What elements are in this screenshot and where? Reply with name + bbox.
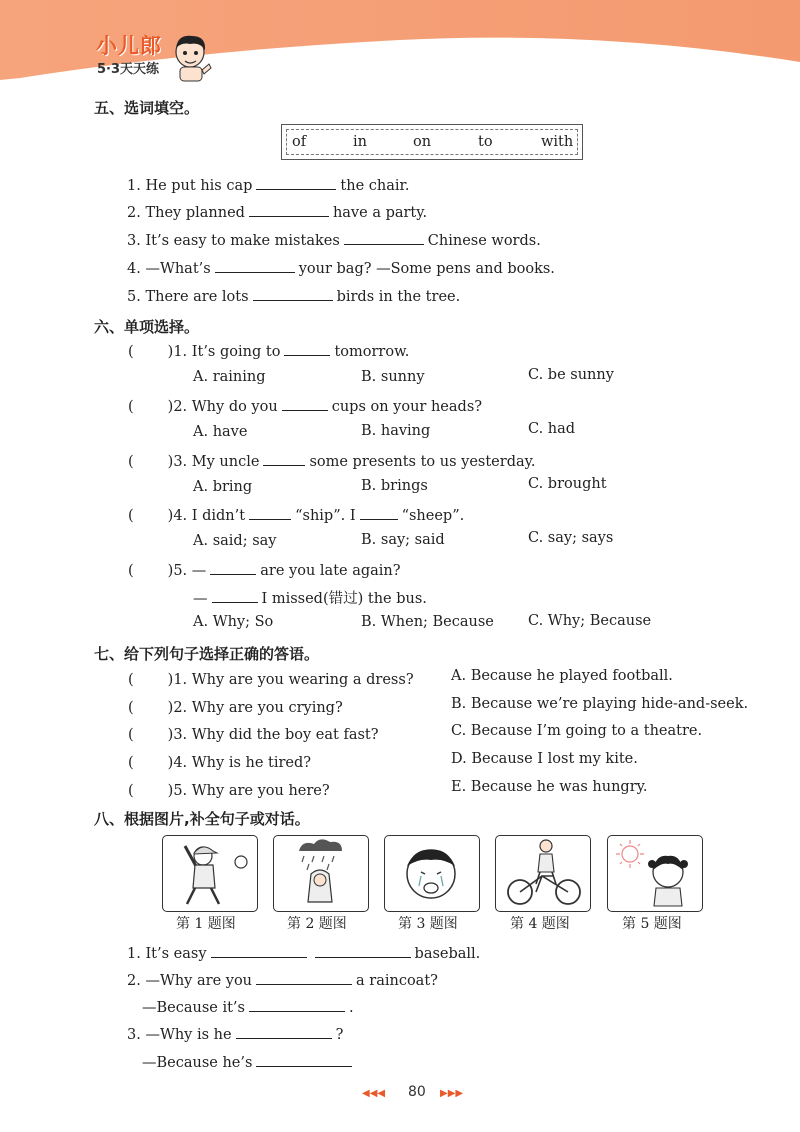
answer-paren-blank[interactable] [138,781,164,795]
s6-q2-option-a: A. have [193,424,248,440]
baseball-player-icon [163,836,256,910]
answer-blank[interactable] [210,561,256,575]
word-bank-item: with [541,134,574,150]
s6-q3-option-a: A. bring [193,479,253,495]
s5-item-5: 5. There are lots birds in the tree. [127,289,461,305]
answer-paren-blank[interactable] [138,753,164,767]
answer-blank[interactable] [344,231,424,245]
section-8-title: 八、根据图片,补全句子或对话。 [94,810,310,828]
section-6-title: 六、单项选择。 [94,318,200,336]
picture-2-caption: 第 2 题图 [287,916,347,932]
s6-q4-option-b: B. say; said [361,532,445,548]
s8-item-3: 3. —Why is he ? [127,1027,344,1043]
s6-q4-option-a: A. said; say [193,533,277,549]
s6-q5-option-b: B. When; Because [361,614,494,630]
s5-item-2: 2. They planned have a party. [127,205,428,221]
answer-blank[interactable] [253,287,333,301]
picture-5-sunny [607,835,703,912]
answer-paren-blank[interactable] [138,342,164,356]
answer-blank[interactable] [236,1025,332,1039]
answer-blank[interactable] [249,506,291,520]
s7-answer-c: C. Because I’m going to a theatre. [451,723,703,739]
s6-question-5-line2: — I missed(错过) the bus. [193,591,427,607]
answer-blank[interactable] [212,589,258,603]
answer-blank[interactable] [315,944,411,958]
section-5-title: 五、选词填空。 [94,99,200,117]
word-bank-item: in [353,134,367,150]
s6-q1-option-b: B. sunny [361,369,425,385]
word-bank-item: of [292,134,307,150]
s6-q5-option-a: A. Why; So [193,614,274,630]
word-bank-box [281,124,583,160]
s6-q1-option-c: C. be sunny [528,367,614,383]
crying-boy-icon [385,836,478,910]
s6-q4-option-c: C. say; says [528,530,614,546]
answer-paren-blank[interactable] [138,506,164,520]
answer-blank[interactable] [249,998,345,1012]
answer-blank[interactable] [256,971,352,985]
picture-5-caption: 第 5 题图 [622,916,682,932]
answer-paren-blank[interactable] [138,452,164,466]
s6-question-4: ( )4. I didn’t “ship”. I “sheep”. [128,508,465,524]
picture-2-rain [273,835,369,912]
s6-q2-option-b: B. having [361,423,431,439]
s6-question-1: ( )1. It’s going to tomorrow. [128,344,410,360]
picture-1-baseball [162,835,258,912]
s7-answer-a: A. Because he played football. [451,668,673,684]
page-number: 80 [408,1084,426,1100]
answer-paren-blank[interactable] [138,561,164,575]
s7-question-1: ( )1. Why are you wearing a dress? [128,672,414,688]
right-arrows-icon: ▶▶▶ [440,1088,464,1099]
s6-q3-option-c: C. brought [528,476,607,492]
s6-q5-option-c: C. Why; Because [528,613,652,629]
sunny-girl-icon [608,836,701,910]
s7-question-4: ( )4. Why is he tired? [128,755,312,771]
answer-blank[interactable] [215,259,295,273]
s7-question-2: ( )2. Why are you crying? [128,700,343,716]
picture-1-caption: 第 1 题图 [176,916,236,932]
cycling-boy-icon [496,836,589,910]
s6-q1-option-a: A. raining [193,369,266,385]
s8-item-1: 1. It’s easy baseball. [127,946,481,962]
word-bank-item: on [413,134,432,150]
s8-item-2: 2. —Why are you a raincoat? [127,973,438,989]
logo-subtitle: 5·3天天练 [97,62,160,77]
answer-paren-blank[interactable] [138,670,164,684]
picture-4-cycling [495,835,591,912]
section-7-title: 七、给下列句子选择正确的答语。 [94,645,320,663]
s6-question-2: ( )2. Why do you cups on your heads? [128,399,483,415]
s7-question-3: ( )3. Why did the boy eat fast? [128,727,379,743]
s7-answer-b: B. Because we’re playing hide-and-seek. [451,696,749,712]
s8-item-2b: —Because it’s . [142,1000,354,1016]
s7-question-5: ( )5. Why are you here? [128,783,330,799]
picture-4-caption: 第 4 题图 [510,916,570,932]
s6-question-3: ( )3. My uncle some presents to us yesterday. [128,454,536,470]
answer-blank[interactable] [256,1053,352,1067]
mascot-boy-icon [168,32,214,82]
answer-paren-blank[interactable] [138,397,164,411]
picture-3-crying [384,835,480,912]
answer-blank[interactable] [256,176,336,190]
s6-q3-option-b: B. brings [361,478,428,494]
answer-blank[interactable] [284,342,330,356]
raincoat-girl-icon [274,836,367,910]
s7-answer-d: D. Because I lost my kite. [451,751,638,767]
s5-item-1: 1. He put his cap the chair. [127,178,410,194]
answer-blank[interactable] [360,506,398,520]
answer-blank[interactable] [249,203,329,217]
s5-item-3: 3. It’s easy to make mistakes Chinese words. [127,233,541,249]
answer-blank[interactable] [211,944,307,958]
left-arrows-icon: ◀◀◀ [362,1088,386,1099]
s6-question-5: ( )5. — are you late again? [128,563,401,579]
answer-paren-blank[interactable] [138,698,164,712]
picture-3-caption: 第 3 题图 [398,916,458,932]
s5-item-4: 4. —What’s your bag? —Some pens and books. [127,261,555,277]
word-bank-item: to [478,134,493,150]
s7-answer-e: E. Because he was hungry. [451,779,648,795]
logo-title: 小儿郎 [96,34,162,58]
answer-blank[interactable] [282,397,328,411]
s6-q2-option-c: C. had [528,421,576,437]
answer-blank[interactable] [263,452,305,466]
s8-item-3b: —Because he’s [142,1053,356,1071]
answer-paren-blank[interactable] [138,725,164,739]
